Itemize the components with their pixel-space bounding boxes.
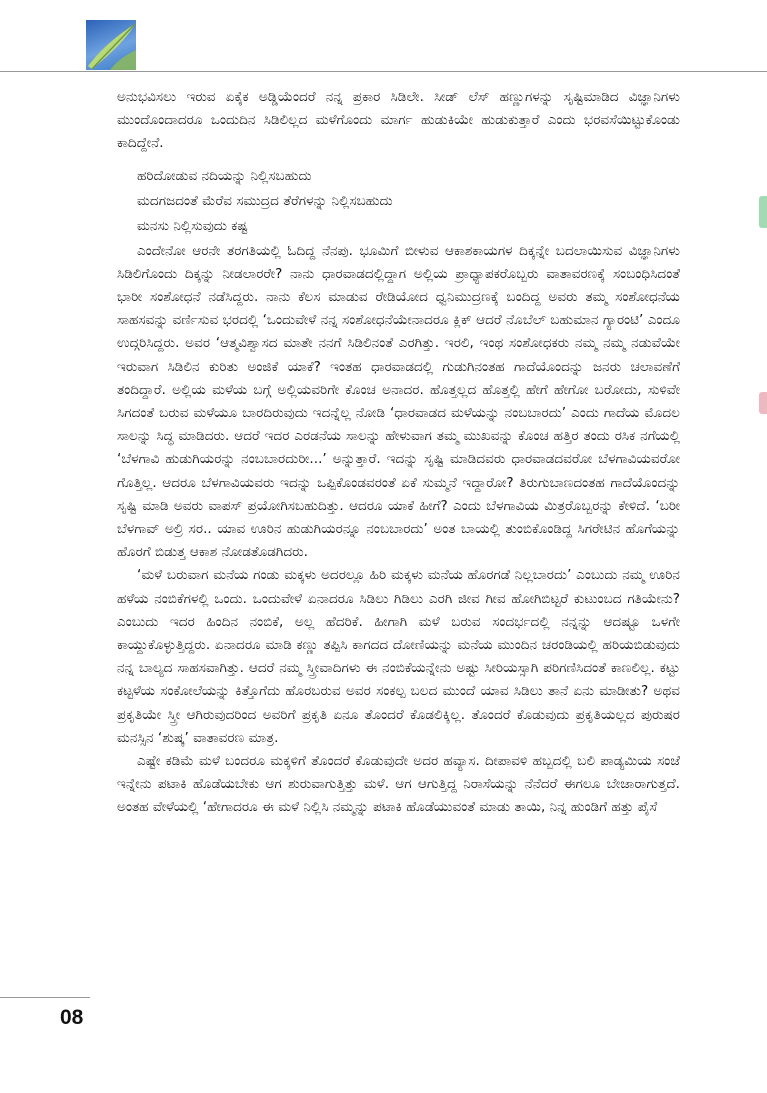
header-rule <box>0 71 767 72</box>
article-body <box>117 86 680 820</box>
leaf-on-blue-logo-icon <box>86 20 136 70</box>
poem-line-1: ಹರಿದೋಡುವ ನದಿಯನ್ನು ನಿಲ್ಲಿಸಬಹುದು <box>137 167 312 184</box>
poem-line-3: ಮನಸು ನಿಲ್ಲಿಸುವುದು ಕಷ್ಟ <box>137 217 248 234</box>
paragraph-2: ಎಂದೇನೋ ಆರನೇ ತರಗತಿಯಲ್ಲಿ ಓದಿದ್ದ ನೆನಪು. ಭೂಮಿಗೆ ಬೀಳುವ ಆಕಾಶಕಾಯಗಳ ದಿಕ್ಕನ್ನೇ ಬದಲಾಯಿಸುವ ವಿಜ್ಞಾನಿಗಳು ಸಿಡಿಲಿಗೊಂದು ದಿಕ್ಕನ್ನು ನೀಡಲಾರರೇ? ನಾನು ಧಾರವಾಡದಲ್ಲಿದ್ದಾಗ ಅಲ್ಲಿಯ ಪ್ರಾಧ್ಯಾಪಕರೊಬ್ಬರು ವಾತಾವರಣಕ್ಕೆ ಸಂಬಂಧಿಸಿದಂತೆ ಭಾರೀ ಸಂಶೋಧನೆ ನಡೆಸಿದ್ದರು. ನಾನು ಕೆಲಸ ಮಾಡುವ ರೇಡಿಯೋದ ಧ್ವನಿಮುದ್ರಣಕ್ಕೆ ಬಂದಿದ್ದ ಅವರು ತಮ್ಮ ಸಂಶೋಧನೆಯ ಸಾಹಸವನ್ನು ವರ್ಣಿಸುವ ಭರದಲ್ಲಿ ‘ಒಂದುವೇಳೆ ನನ್ನ ಸಂಶೋಧನೆಯೇನಾದರೂ ಕ್ಲಿಕ್ ಆದರೆ ನೊಬೆಲ್ ಬಹುಮಾನ ಗ್ಯಾರಂಟಿ’ ಎಂದೂ ಉದ್ಗರಿಸಿದ್ದರು. ಅವರ ‘ಆತ್ಮವಿಶ್ವಾಸದ ಮಾತೇ ನನಗೆ ಸಿಡಿಲಿನಂತೆ ಎರಗಿತ್ತು. ಇರಲಿ, ಇಂಥ ಸಂಶೋಧಕರು ನಮ್ಮ ನಮ್ಮ ನಡುವೆಯೇ ಇರುವಾಗ ಸಿಡಿಲಿನ ಕುರಿತು ಅಂಜಿಕೆ ಯಾಕೆ? ಇಂತಹ ಧಾರವಾಡದಲ್ಲಿ ಗುಡುಗಿನಂತಹ ಗಾದೆಯೊಂದನ್ನು ಜನರು ಚಲಾವಣೆಗೆ ತಂದಿದ್ದಾರೆ. ಅಲ್ಲಿಯ ಮಳೆಯ ಬಗ್ಗೆ ಅಲ್ಲಿಯವರಿಗೇ ಕೊಂಚ ಅನಾದರ. ಹೊತ್ತಲ್ಲದ ಹೊತ್ತಲ್ಲಿ ಹೇಗೆ ಹೇಗೋ ಬರೋದು, ಸುಳಿವೇ ಸಿಗದಂತೆ ಬರುವ ಮಳೆಯೂ ಬಾರದಿರುವುದು ಇದನ್ನೆಲ್ಲ ನೋಡಿ ‘ಧಾರವಾಡದ ಮಳೆಯನ್ನು ನಂಬಬಾರದು’ ಎಂದು ಗಾದೆಯ ಮೊದಲ ಸಾಲನ್ನು ಸಿದ್ಧ ಮಾಡಿದರು. ಆದರೆ ಇದರ ಎರಡನೆಯ ಸಾಲನ್ನು ಹೇಳುವಾಗ ತಮ್ಮ ಮುಖವನ್ನು ಕೊಂಚ ಹತ್ತಿರ ತಂದು ರಸಿಕ ನಗೆಯಲ್ಲಿ ‘ಬೆಳಗಾವಿ ಹುಡುಗಿಯರನ್ನು ನಂಬಬಾರದುರೀ...’ ಅನ್ನುತ್ತಾರೆ. ಇದನ್ನು ಸೃಷ್ಟಿ ಮಾಡಿದವರು ಧಾರವಾಡದವರೋ ಬೆಳಗಾವಿಯವರೋ ಗೊತ್ತಿಲ್ಲ. ಆದರೂ ಬೆಳಗಾವಿಯವರು ಇದನ್ನು ಒಪ್ಪಿಕೊಂಡವರಂತೆ ಏಕೆ ಸುಮ್ಮನೆ ಇದ್ದಾರೋ? ತಿರುಗುಬಾಣದಂತಹ ಗಾದೆಯೊಂದನ್ನು ಸೃಷ್ಟಿ ಮಾಡಿ ಅವರು ವಾಪಸ್ ಪ್ರಯೋಗಿಸಬಹುದಿತ್ತು. ಆದರೂ ಯಾಕೆ ಹೀಗೆ? ಎಂದು ಬೆಳಗಾವಿಯ ಮಿತ್ರರೊಬ್ಬರನ್ನು ಕೇಳಿದೆ. ‘ಬರೀ ಬೆಳಗಾವ್ ಅಲ್ರಿ ಸರ.. ಯಾವ ಊರಿನ ಹುಡುಗಿಯರನ್ನೂ ನಂಬಬಾರದು’ ಅಂತ ಬಾಯಲ್ಲಿ ತುಂಬಿಕೊಂಡಿದ್ದ ಸಿಗರೇಟಿನ ಹೊಗೆಯನ್ನು ಹೊರಗೆ ಬಿಡುತ್ತ ಆಕಾಶ ನೋಡತೊಡಗಿದರು. <box>117 242 680 561</box>
poem-block <box>137 164 680 239</box>
page-number: 08 <box>60 1006 84 1029</box>
paragraph-4: ಎಷ್ಟೇ ಕಡಿಮೆ ಮಳೆ ಬಂದರೂ ಮಕ್ಕಳಿಗೆ ತೊಂದರೆ ಕೊಡುವುದೇ ಅದರ ಹವ್ಯಾಸ. ದೀಪಾವಳಿ ಹಬ್ಬದಲ್ಲಿ ಬಲಿ ಪಾಡ್ಯಮಿಯ ಸಂಜೆ ಇನ್ನೇನು ಪಟಾಕಿ ಹೊಡೆಯಬೇಕು ಆಗ ಶುರುವಾಗುತ್ತಿತ್ತು ಮಳೆ. ಆಗ ಆಗುತ್ತಿದ್ದ ನಿರಾಸೆಯನ್ನು ನೆನೆದರೆ ಈಗಲೂ ಬೇಜಾರಾಗುತ್ತದೆ. ಅಂತಹ ವೇಳೆಯಲ್ಲಿ ‘ಹೇಗಾದರೂ ಈ ಮಳೆ ನಿಲ್ಲಿಸಿ ನಮ್ಮನ್ನು ಪಟಾಕಿ ಹೊಡೆಯುವಂತೆ ಮಾಡು ತಾಯಿ, ನಿನ್ನ ಹುಂಡಿಗೆ ಹತ್ತು ಪೈಸೆ <box>117 753 680 816</box>
edge-mark-green <box>759 196 767 228</box>
paragraph-1: ಅನುಭವಿಸಲು ಇರುವ ಏಕೈಕ ಅಡ್ಡಿಯೆಂದರೆ ನನ್ನ ಪ್ರಕಾರ ಸಿಡಿಲೇ. ಸೀಡ್ ಲೆಸ್ ಹಣ್ಣುಗಳನ್ನು ಸೃಷ್ಟಿಮಾಡಿದ ವಿಜ್ಞಾನಿಗಳು ಮುಂದೊಂದಾದರೂ ಒಂದುದಿನ ಸಿಡಿಲಿಲ್ಲದ ಮಳೆಗೊಂದು ಮಾರ್ಗ ಹುಡುಕಿಯೇ ಹುಡುಕುತ್ತಾರೆ ಎಂದು ಭರವಸೆಯಿಟ್ಟುಕೊಂಡು ಕಾದಿದ್ದೇನೆ. <box>117 89 680 152</box>
footer-rule <box>0 997 90 998</box>
paragraph-3: ‘ಮಳೆ ಬರುವಾಗ ಮನೆಯ ಗಂಡು ಮಕ್ಕಳು ಅದರಲ್ಲೂ ಹಿರಿ ಮಕ್ಕಳು ಮನೆಯ ಹೊರಗಡೆ ನಿಲ್ಲಬಾರದು’ ಎಂಬುದು ನಮ್ಮ ಊರಿನ ಹಳೆಯ ನಂಬಿಕೆಗಳಲ್ಲಿ ಒಂದು. ಒಂದುವೇಳೆ ಏನಾದರೂ ಸಿಡಿಲು ಗಿಡಿಲು ಎರಗಿ ಜೀವ ಗೀವ ಹೋಗಿಬಿಟ್ಟರೆ ಕುಟುಂಬದ ಗತಿಯೇನು? ಎಂಬುದು ಇದರ ಹಿಂದಿನ ನಂಬಿಕೆ, ಅಲ್ಲ ಹೆದರಿಕೆ. ಹೀಗಾಗಿ ಮಳೆ ಬರುವ ಸಂದರ್ಭದಲ್ಲಿ ನನ್ನನ್ನು ಆದಷ್ಟೂ ಒಳಗೇ ಕಾಯ್ದುಕೊಳ್ಳುತ್ತಿದ್ದರು. ಏನಾದರೂ ಮಾಡಿ ಕಣ್ಣು ತಪ್ಪಿಸಿ ಕಾಗದದ ದೋಣಿಯನ್ನು ಮನೆಯ ಮುಂದಿನ ಚರಂಡಿಯಲ್ಲಿ ಹರಿಯಬಿಡುವುದು ನನ್ನ ಬಾಲ್ಯದ ಸಾಹಸವಾಗಿತ್ತು. ಆದರೆ ನಮ್ಮ ಸ್ತ್ರೀವಾದಿಗಳು ಈ ನಂಬಿಕೆಯನ್ನೇನು ಅಷ್ಟು ಸೀರಿಯಸ್ಸಾಗಿ ಪರಿಗಣಿಸಿದಂತೆ ಕಾಣಲಿಲ್ಲ. ಕಟ್ಟು ಕಟ್ಟಳೆಯ ಸಂಕೋಲೆಯನ್ನು ಕಿತ್ತೊಗೆದು ಹೊರಬರುವ ಅವರ ಸಂಕಲ್ಪ ಬಲದ ಮುಂದೆ ಯಾವ ಸಿಡಿಲು ತಾನೆ ಏನು ಮಾಡೀತು? ಅಥವ ಪ್ರಕೃತಿಯೇ ಸ್ತ್ರೀ ಆಗಿರುವುದರಿಂದ ಅವರಿಗೆ ಪ್ರಕೃತಿ ಏನೂ ತೊಂದರೆ ಕೊಡಲಿಕ್ಕಿಲ್ಲ. ತೊಂದರೆ ಕೊಡುವುದು ಪ್ರಕೃತಿಯಲ್ಲದ ಪುರುಷರ ಮನಸ್ಸಿನ ‘ಶುಷ್ಕ’ ವಾತಾವರಣ ಮಾತ್ರ. <box>117 567 680 746</box>
poem-line-2: ಮದಗಜದಂತೆ ಮೆರೆವ ಸಮುದ್ರದ ತೆರೆಗಳನ್ನು ನಿಲ್ಲಿಸಬಹುದು <box>137 192 393 209</box>
edge-mark-pink <box>759 392 767 414</box>
